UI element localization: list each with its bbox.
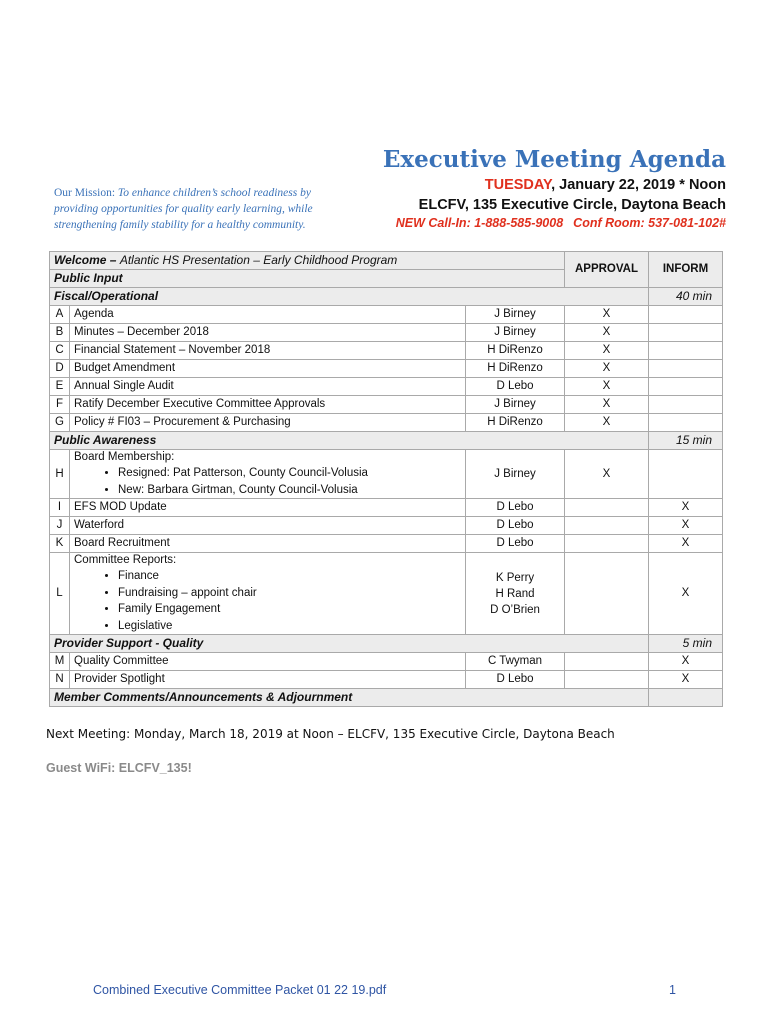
agenda-table	[49, 251, 723, 707]
conf-room: Conf Room: 537-081-102#	[573, 216, 726, 230]
approval-mark: X	[565, 324, 649, 342]
bullet-item: • New: Barbara Girtman, County Council-Volusia	[118, 482, 461, 499]
public-input-cell: Public Input	[50, 270, 565, 288]
table-row	[50, 306, 723, 324]
item-description	[70, 553, 466, 635]
item-letter: I	[50, 499, 70, 517]
table-row	[50, 396, 723, 414]
meeting-date	[485, 177, 726, 193]
item-presenter: D Lebo	[466, 378, 565, 396]
section-awareness	[50, 432, 723, 450]
table-row	[50, 342, 723, 360]
item-letter: C	[50, 342, 70, 360]
meeting-location: ELCFV, 135 Executive Circle, Daytona Beach	[418, 197, 726, 213]
item-description: Waterford	[70, 517, 466, 535]
table-row	[50, 653, 723, 671]
item-presenter: D Lebo	[466, 517, 565, 535]
item-letter: K	[50, 535, 70, 553]
item-description: Board Recruitment	[70, 535, 466, 553]
table-row	[50, 517, 723, 535]
item-bullets	[74, 465, 461, 498]
approval-mark: X	[565, 396, 649, 414]
page-number: 1	[669, 983, 676, 997]
welcome-row	[50, 252, 723, 270]
bullet-item: • Legislative	[118, 618, 461, 635]
table-row	[50, 499, 723, 517]
table-row	[50, 535, 723, 553]
item-letter: J	[50, 517, 70, 535]
mission-text: To enhance children’s school readiness by providing opportunities for quality early learning, while strengthening family stability for a healthy community.	[54, 187, 313, 231]
item-presenter: J Birney	[466, 306, 565, 324]
item-letter: D	[50, 360, 70, 378]
inform-mark	[649, 450, 723, 499]
section-title: Public Awareness	[50, 432, 649, 450]
section-provider	[50, 635, 723, 653]
approval-mark: X	[565, 378, 649, 396]
presenter-name: H Rand	[495, 587, 535, 600]
approval-mark	[565, 671, 649, 689]
approval-mark: X	[565, 450, 649, 499]
section-title: Fiscal/Operational	[50, 288, 649, 306]
item-presenter: D Lebo	[466, 535, 565, 553]
meeting-day: TUESDAY	[484, 177, 552, 193]
approval-mark: X	[565, 342, 649, 360]
inform-mark: X	[649, 499, 723, 517]
item-letter: A	[50, 306, 70, 324]
provider-rows	[50, 653, 723, 689]
welcome-text: Atlantic HS Presentation – Early Childhood Program	[119, 253, 398, 267]
inform-mark	[649, 342, 723, 360]
approval-mark	[565, 499, 649, 517]
guest-wifi: Guest WiFi: ELCFV_135!	[46, 761, 192, 775]
next-meeting: Next Meeting: Monday, March 18, 2019 at Noon – ELCFV, 135 Executive Circle, Daytona Beach	[46, 727, 615, 741]
mission-label: Our Mission:	[54, 187, 116, 199]
item-title: Board Membership:	[74, 451, 175, 463]
item-description	[70, 450, 466, 499]
item-description: Financial Statement – November 2018	[70, 342, 466, 360]
item-letter: M	[50, 653, 70, 671]
awareness-rows	[50, 499, 723, 553]
inform-mark: X	[649, 517, 723, 535]
fiscal-rows	[50, 306, 723, 432]
item-presenter: D Lebo	[466, 499, 565, 517]
presenter-name: D O’Brien	[490, 603, 540, 616]
inform-mark	[649, 360, 723, 378]
item-presenter: H DiRenzo	[466, 414, 565, 432]
inform-mark	[649, 396, 723, 414]
item-letter: B	[50, 324, 70, 342]
item-bullets	[74, 568, 461, 634]
approval-mark	[565, 653, 649, 671]
table-row	[50, 378, 723, 396]
item-presenter	[466, 553, 565, 635]
item-letter: H	[50, 450, 70, 499]
section-member	[50, 689, 723, 707]
approval-mark: X	[565, 414, 649, 432]
approval-mark: X	[565, 306, 649, 324]
table-row	[50, 671, 723, 689]
approval-header: APPROVAL	[565, 252, 649, 288]
table-row	[50, 553, 723, 635]
item-description: Provider Spotlight	[70, 671, 466, 689]
section-fiscal	[50, 288, 723, 306]
section-time	[649, 689, 723, 707]
approval-mark	[565, 535, 649, 553]
item-presenter: H DiRenzo	[466, 360, 565, 378]
section-title: Member Comments/Announcements & Adjournment	[50, 689, 649, 707]
call-in-line	[396, 216, 726, 230]
welcome-cell	[50, 252, 565, 270]
bullet-item: • Family Engagement	[118, 601, 461, 618]
welcome-label: Welcome –	[54, 253, 117, 267]
item-letter: L	[50, 553, 70, 635]
approval-mark	[565, 517, 649, 535]
item-letter: E	[50, 378, 70, 396]
item-description: Annual Single Audit	[70, 378, 466, 396]
table-row	[50, 360, 723, 378]
item-letter: G	[50, 414, 70, 432]
item-description: EFS MOD Update	[70, 499, 466, 517]
table-row	[50, 450, 723, 499]
item-description: Ratify December Executive Committee Approvals	[70, 396, 466, 414]
section-time: 15 min	[649, 432, 723, 450]
item-presenter: D Lebo	[466, 671, 565, 689]
item-presenter: J Birney	[466, 450, 565, 499]
item-description: Budget Amendment	[70, 360, 466, 378]
section-time: 40 min	[649, 288, 723, 306]
inform-mark: X	[649, 553, 723, 635]
inform-mark	[649, 414, 723, 432]
inform-mark	[649, 306, 723, 324]
footer-filename: Combined Executive Committee Packet 01 22 19.pdf	[93, 983, 387, 997]
item-description: Minutes – December 2018	[70, 324, 466, 342]
item-description: Agenda	[70, 306, 466, 324]
item-description: Policy # FI03 – Procurement & Purchasing	[70, 414, 466, 432]
inform-mark	[649, 324, 723, 342]
inform-mark	[649, 378, 723, 396]
bullet-item: • Finance	[118, 568, 461, 585]
call-in-number: NEW Call-In: 1-888-585-9008	[395, 216, 564, 230]
item-letter: N	[50, 671, 70, 689]
bullet-item: • Fundraising – appoint chair	[118, 585, 461, 602]
item-presenter: H DiRenzo	[466, 342, 565, 360]
agenda-title: Executive Meeting Agenda	[382, 146, 726, 173]
item-presenter: J Birney	[466, 324, 565, 342]
item-presenter: J Birney	[466, 396, 565, 414]
table-row	[50, 324, 723, 342]
inform-mark: X	[649, 671, 723, 689]
section-time: 5 min	[649, 635, 723, 653]
presenter-name: K Perry	[495, 571, 535, 584]
meeting-date-rest: , January 22, 2019 * Noon	[551, 177, 726, 193]
item-presenter: C Twyman	[466, 653, 565, 671]
section-title: Provider Support - Quality	[50, 635, 649, 653]
inform-header: INFORM	[649, 252, 723, 288]
item-description: Quality Committee	[70, 653, 466, 671]
mission-statement	[54, 185, 354, 233]
bullet-item: • Resigned: Pat Patterson, County Council-Volusia	[118, 465, 461, 482]
table-row	[50, 414, 723, 432]
item-title: Committee Reports:	[74, 554, 177, 566]
approval-mark	[565, 553, 649, 635]
item-letter: F	[50, 396, 70, 414]
inform-mark: X	[649, 535, 723, 553]
inform-mark: X	[649, 653, 723, 671]
approval-mark: X	[565, 360, 649, 378]
